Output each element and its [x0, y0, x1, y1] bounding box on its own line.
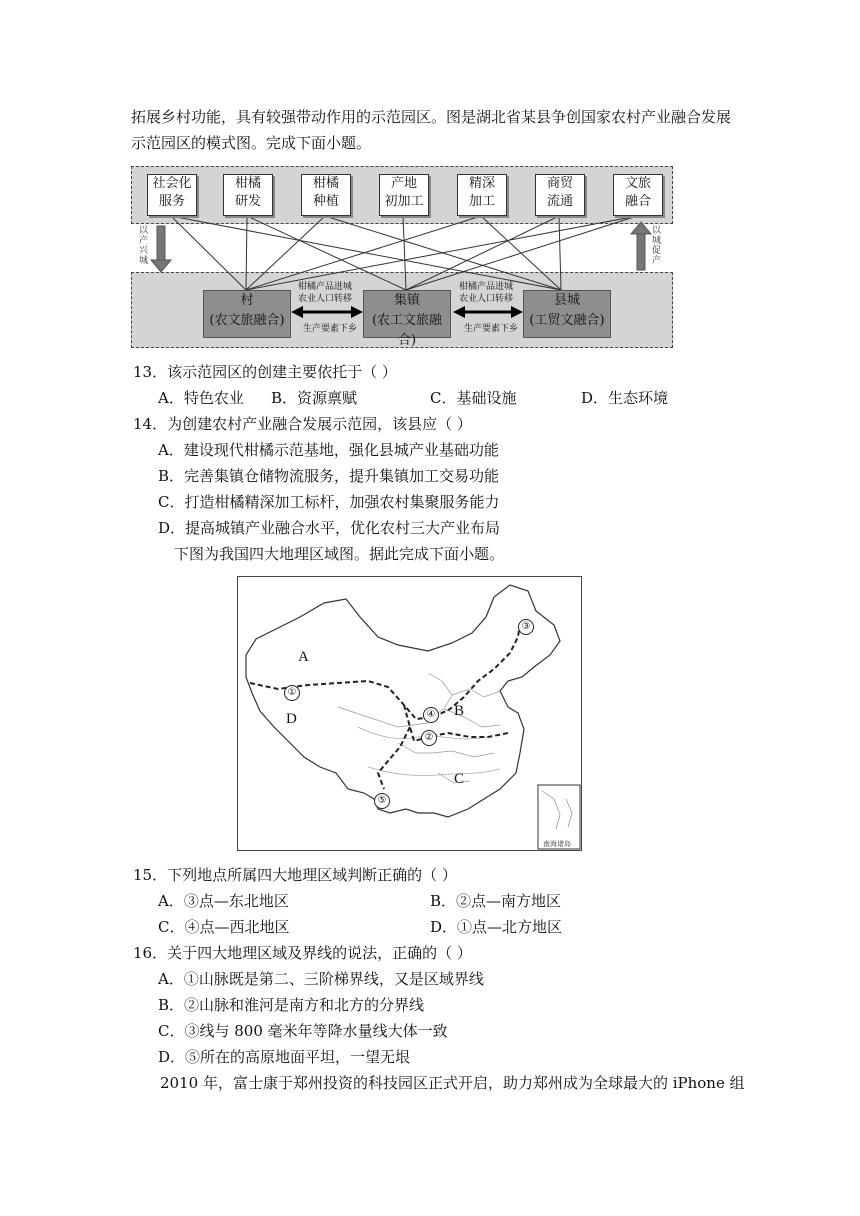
region-label-d: D	[286, 711, 297, 727]
box-trade-circulation: 商贸 流通	[535, 174, 585, 216]
q16-stem: 16．关于四大地理区域及界线的说法，正确的（ ）	[133, 944, 472, 962]
q15-stem: 15．下列地点所属四大地理区域判断正确的（ ）	[133, 866, 457, 884]
intro-line-2: 示范园区的模式图。完成下面小题。	[131, 134, 372, 152]
side-label-right: 以城促产	[652, 226, 662, 266]
q15-option-a: A．③点—东北地区	[158, 892, 289, 910]
q14-option-a: A．建设现代柑橘示范基地，强化县城产业基础功能	[158, 441, 499, 459]
point-1: ①	[284, 685, 300, 701]
box-citrus-research: 柑橘 研发	[223, 174, 273, 216]
outro-line: 2010 年，富士康于郑州投资的科技园区正式开启，助力郑州成为全球最大的 iPhone 组	[160, 1074, 745, 1092]
map-intro: 下图为我国四大地理区域图。据此完成下面小题。	[174, 545, 505, 563]
node-village: 村 (农文旅融合)	[203, 290, 291, 338]
right-arrow-label-1: 柑橘产品进城	[459, 282, 514, 292]
point-4: ④	[423, 707, 439, 723]
q13-option-d: D．生态环境	[581, 389, 669, 407]
q14-option-d: D．提高城镇产业融合水平，优化农村三大产业布局	[158, 519, 501, 537]
industry-fusion-diagram	[131, 166, 673, 348]
box-deep-processing: 精深 加工	[457, 174, 507, 216]
node-county: 县城 (工贸文融合)	[523, 290, 611, 338]
q14-stem: 14．为创建农村产业融合发展示范园，该县应（ ）	[133, 415, 472, 433]
q15-option-c: C．④点—西北地区	[158, 918, 290, 936]
q16-option-c: C．③线与 800 毫米年等降水量线大体一致	[158, 1022, 448, 1040]
point-3: ③	[518, 619, 534, 635]
box-social-service: 社会化 服务	[147, 174, 197, 216]
left-arrow-label-3: 生产要素下乡	[303, 324, 358, 334]
region-label-c: C	[454, 771, 465, 787]
q16-option-b: B．②山脉和淮河是南方和北方的分界线	[158, 996, 425, 1014]
region-label-b: B	[454, 703, 465, 719]
q15-option-d: D．①点—北方地区	[430, 918, 563, 936]
q15-option-b: B．②点—南方地区	[430, 892, 562, 910]
point-5: ⑤	[374, 793, 390, 809]
left-arrow-label-1: 柑橘产品进城	[298, 282, 353, 292]
intro-line-1: 拓展乡村功能，具有较强带动作用的示范园区。图是湖北省某县争创国家农村产业融合发展	[131, 108, 732, 126]
box-citrus-planting: 柑橘 种植	[301, 174, 351, 216]
q13-option-a: A．特色农业	[158, 389, 244, 407]
q14-option-c: C．打造柑橘精深加工标杆，加强农村集聚服务能力	[158, 493, 500, 511]
node-town: 集镇 (农工文旅融合)	[363, 290, 451, 338]
inset-label: 南海诸岛	[543, 840, 571, 848]
q13-option-b: B．资源禀赋	[271, 389, 358, 407]
q14-option-b: B．完善集镇仓储物流服务，提升集镇加工交易功能	[158, 467, 500, 485]
q13-option-c: C．基础设施	[430, 389, 517, 407]
right-arrow-label-3: 生产要素下乡	[464, 324, 519, 334]
box-initial-processing: 产地 初加工	[379, 174, 429, 216]
box-culture-tourism: 文旅 融合	[613, 174, 663, 216]
q16-option-a: A．①山脉既是第二、三阶梯界线，又是区域界线	[158, 970, 484, 988]
q13-stem: 13．该示范园区的创建主要依托于（ ）	[133, 363, 397, 381]
right-arrow-label-2: 农业人口转移	[459, 294, 514, 304]
side-label-left: 以产兴城	[139, 226, 149, 266]
q16-option-d: D．⑤所在的高原地面平坦，一望无垠	[158, 1048, 411, 1066]
region-label-a: A	[298, 649, 309, 665]
point-2: ②	[421, 730, 437, 746]
left-arrow-label-2: 农业人口转移	[298, 294, 353, 304]
china-regions-map	[237, 576, 582, 851]
